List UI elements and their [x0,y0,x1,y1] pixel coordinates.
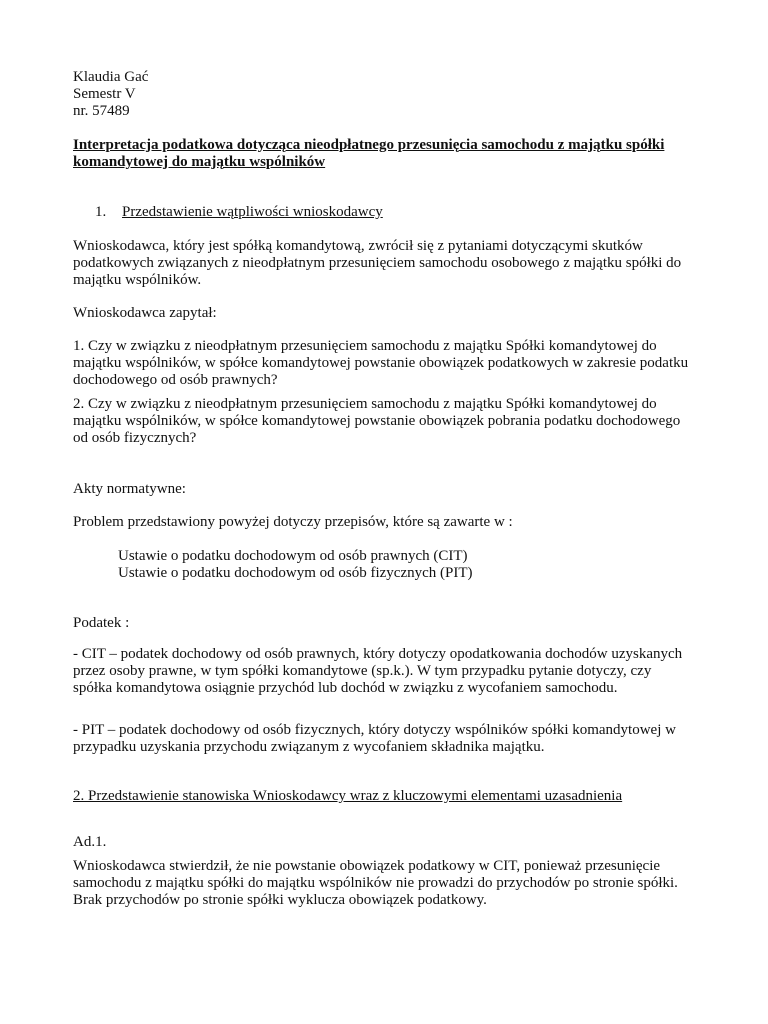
ad-1-label: Ad.1. [73,834,107,850]
section-2-heading: 2. Przedstawienie stanowiska Wnioskodawcy wraz z kluczowymi elementami uzasadnienia [73,788,623,804]
tax-cit: - CIT – podatek dochodowy od osób prawnych, który dotyczy opodatkowania dochodów uzyskanych przez osoby prawne, w tym spółki komandytowe (sp.k.). W tym przypadku pytanie dotyczy, czy spółka komandytowa osiągnie przychód lub dochód w związku z wycofaniem samochodu. [73,646,683,696]
act-pit: Ustawie o podatku dochodowym od osób fizycznych (PIT) [118,565,473,581]
section-1-heading-text: Przedstawienie wątpliwości wnioskodawcy [122,204,383,220]
author-block [73,69,693,120]
tax-label: Podatek : [73,615,130,631]
question-2: 2. Czy w związku z nieodpłatnym przesunięciem samochodu z majątku Spółki komandytowej do majątku wspólników, w spółce komandytowej powstanie obowiązek pobrania podatku dochodowego od osób fizycznych? [73,396,681,446]
section-2-text: Wnioskodawca stwierdził, że nie powstanie obowiązek podatkowy w CIT, ponieważ przesunięcie samochodu z majątku spółki do majątku wspólników nie prowadzi do przychodów po stronie spółki. Brak przychodów po stronie spółki wyklucza obowiązek podatkowy. [73,858,678,908]
document-title: Interpretacja podatkowa dotycząca nieodpłatnego przesunięcia samochodu z majątku spółki komandytowej do majątku wspólników [73,137,665,170]
author-semester: Semestr V [73,86,136,102]
section-1-heading [73,204,693,221]
question-1: 1. Czy w związku z nieodpłatnym przesunięciem samochodu z majątku Spółki komandytowej do majątku wspólników, w spółce komandytowej powstanie obowiązek podatkowych w zakresie podatku dochodowego od osób prawnych? [73,338,689,388]
section-1-intro: Wnioskodawca, który jest spółką komandytową, zwrócił się z pytaniami dotyczącymi skutków podatkowych związanych z nieodpłatnym przesunięciem samochodu osobowego z majątku spółki do majątku wspólników. [73,238,682,288]
asked-label: Wnioskodawca zapytał: [73,305,217,321]
tax-pit: - PIT – podatek dochodowy od osób fizycznych, który dotyczy wspólników spółki komandytowej w przypadku uzyskania przychodu związanym z wycofaniem składnika majątku. [73,722,676,755]
author-name: Klaudia Gać [73,69,149,85]
author-number: nr. 57489 [73,103,130,119]
section-1-number: 1. [95,204,107,220]
act-cit: Ustawie o podatku dochodowym od osób prawnych (CIT) [118,548,468,564]
problem-text: Problem przedstawiony powyżej dotyczy przepisów, które są zawarte w : [73,514,513,530]
acts-label: Akty normatywne: [73,481,186,497]
acts-list [118,548,738,582]
